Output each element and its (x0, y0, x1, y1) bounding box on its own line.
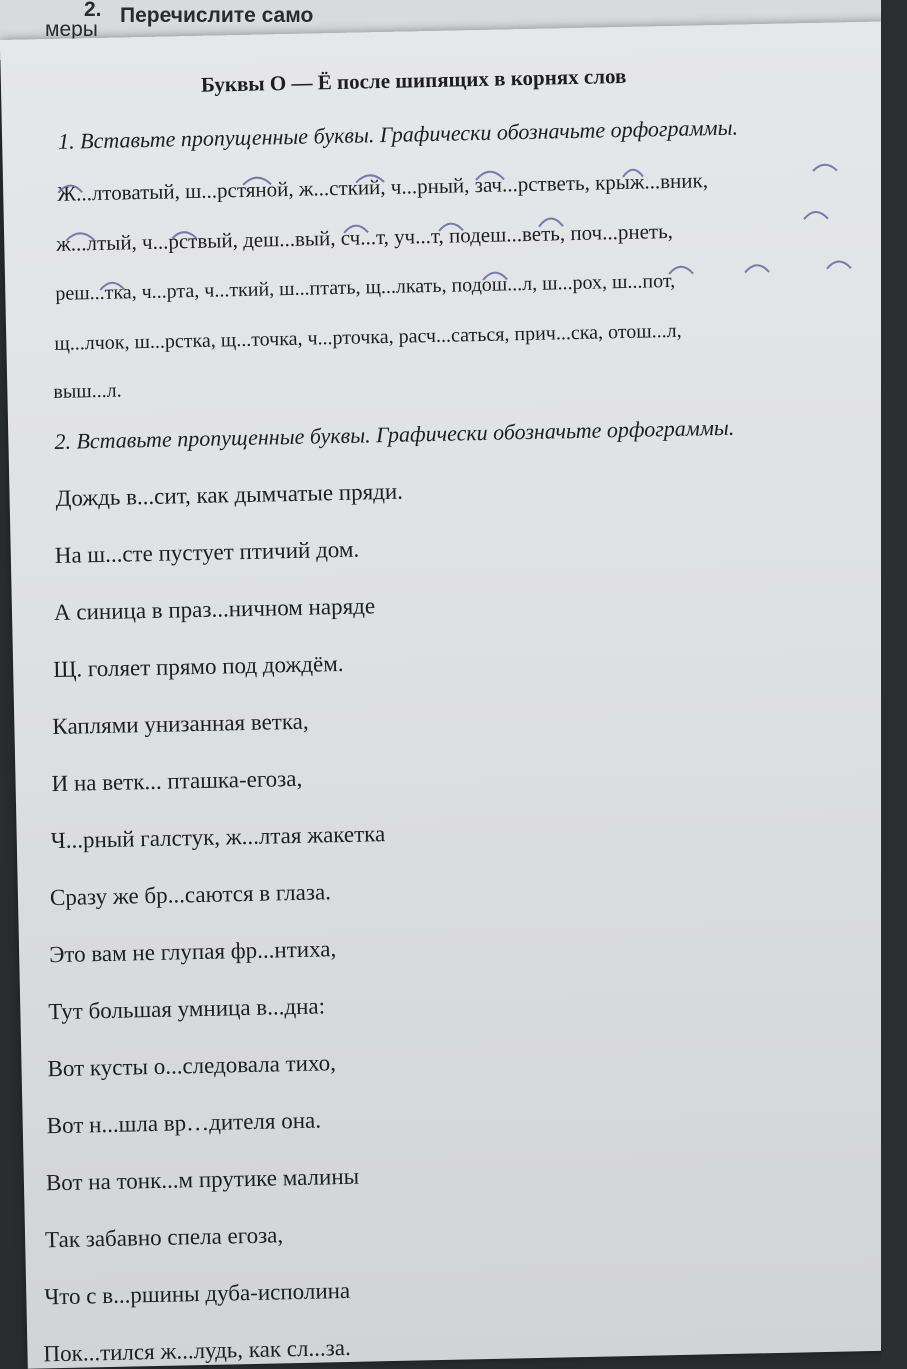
poem-line: Это вам не глупая фр...нтиха, (48, 936, 337, 968)
poem-line: А синица в праз...ничном наряде (53, 593, 376, 625)
exercise-2-instruction: 2. Вставьте пропущенные буквы. Графически обозначьте орфограммы. (54, 414, 735, 454)
poem-line: Щ. голяет прямо под дождём. (52, 650, 344, 683)
poem-line: Вот н...шла вр…дителя она. (46, 1107, 322, 1139)
poem-line: Пок...тился ж...лудь, как сл...за. (43, 1334, 351, 1367)
exercise-1-line: щ...лчок, ш...рстка, щ...точка, ч...рточка, расч...саться, прич...ска, отош...л, (54, 319, 682, 355)
poem-line: Дождь в...сит, как дымчатые пряди. (55, 478, 404, 511)
poem-line: Ч...рный галстук, ж...лтая жакетка (50, 821, 386, 854)
underlying-heading-fragment: Перечислите само (120, 4, 314, 27)
exercise-1-line: выш...л. (53, 379, 122, 403)
worksheet-page (0, 21, 907, 1369)
exercise-1-line: ж...лтый, ч...рствый, деш...вый, сч...т, уч...т, подеш...веть, поч...рнеть, (56, 218, 674, 256)
background-edge (881, 0, 907, 1369)
underlying-item-number: 2. (84, 0, 102, 21)
exercise-1-instruction: 1. Вставьте пропущенные буквы. Графически обозначьте орфограммы. (57, 114, 739, 154)
pen-marks (3, 142, 889, 460)
underlying-word-fragment: меры (45, 18, 98, 41)
exercise-1-line: реш...тка, ч...рта, ч...ткий, ш...птать, щ...лкать, подош...л, ш...рох, ш...пот, (55, 269, 676, 305)
poem-line: Вот на тонк...м прутике малины (45, 1163, 360, 1196)
poem-line: И на ветк... пташка-егоза, (51, 765, 303, 797)
worksheet-title: Буквы О — Ё после шипящих в корнях слов (200, 63, 627, 97)
poem-line: Так забавно спела егоза, (44, 1222, 284, 1253)
poem-line: Что с в...ршины дуба-исполина (44, 1277, 351, 1310)
poem-line: На ш...сте пустует птичий дом. (54, 536, 360, 568)
poem-line: Тут большая умница в...дна: (48, 993, 326, 1025)
exercise-1-line: Ж...лтоватый, ш...рстяной, ж...сткий, ч...рный, зач...рстветь, крыж...вник, (56, 168, 709, 206)
poem-line: Каплями унизанная ветка, (52, 708, 309, 740)
poem-line: Вот кусты о...следовала тихо, (47, 1050, 337, 1082)
poem-line: Сразу же бр...саются в глаза. (49, 879, 332, 911)
